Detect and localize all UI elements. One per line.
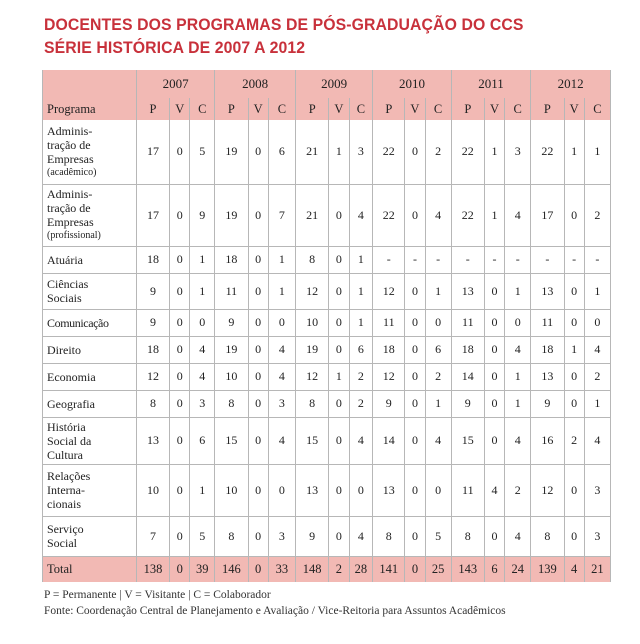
year-header: 2012	[531, 70, 611, 98]
value-cell: 4	[190, 336, 215, 363]
value-cell: 1	[190, 273, 215, 309]
value-cell: 1	[190, 464, 215, 516]
value-cell: 0	[170, 120, 190, 184]
value-cell: 18	[215, 246, 248, 273]
program-name-line: Empresas	[47, 215, 94, 229]
value-cell: 14	[451, 363, 484, 390]
program-name-line: Geografia	[47, 396, 95, 411]
value-cell: 0	[170, 464, 190, 516]
category-header: P	[136, 98, 169, 120]
table-row	[43, 390, 611, 417]
value-cell: 2	[349, 363, 373, 390]
value-cell: 18	[373, 336, 405, 363]
value-cell: 0	[405, 417, 425, 464]
value-cell: 0	[170, 390, 190, 417]
value-cell: 15	[215, 417, 248, 464]
total-cell: 2	[329, 556, 349, 582]
value-cell: 4	[584, 336, 610, 363]
total-cell: 143	[451, 556, 484, 582]
program-header: Programa	[43, 98, 137, 120]
value-cell: 22	[451, 184, 484, 246]
corner-cell	[43, 70, 137, 98]
value-cell: 8	[296, 246, 329, 273]
value-cell: 1	[329, 363, 349, 390]
program-name	[43, 417, 137, 464]
category-header: C	[190, 98, 215, 120]
value-cell: 4	[425, 184, 451, 246]
program-name-line: Social	[47, 536, 77, 550]
total-cell: 25	[425, 556, 451, 582]
title-line-1: DOCENTES DOS PROGRAMAS DE PÓS-GRADUAÇÃO DO CCS	[44, 15, 524, 34]
category-header: C	[505, 98, 531, 120]
value-cell: 0	[484, 336, 504, 363]
table-row	[43, 309, 611, 336]
value-cell: 11	[215, 273, 248, 309]
value-cell: 0	[248, 417, 268, 464]
value-cell: 4	[584, 417, 610, 464]
value-cell: 1	[584, 273, 610, 309]
value-cell: 0	[405, 464, 425, 516]
value-cell: 0	[484, 390, 504, 417]
value-cell: 1	[484, 120, 504, 184]
program-name-line: Adminis-	[47, 123, 93, 138]
value-cell: 4	[268, 336, 295, 363]
value-cell: 12	[373, 273, 405, 309]
value-cell: 6	[190, 417, 215, 464]
value-cell: 0	[248, 246, 268, 273]
program-name-line: Adminis-	[47, 187, 93, 201]
value-cell: 0	[170, 363, 190, 390]
value-cell: 0	[425, 309, 451, 336]
value-cell: 17	[136, 120, 169, 184]
value-cell: 19	[215, 120, 248, 184]
program-name-line: Serviço	[47, 522, 84, 536]
category-header: C	[584, 98, 610, 120]
category-header: V	[484, 98, 504, 120]
program-name-line: Interna-	[47, 483, 85, 497]
value-cell: -	[564, 246, 584, 273]
year-header: 2008	[215, 70, 296, 98]
page-title	[44, 13, 524, 59]
value-cell: 9	[215, 309, 248, 336]
value-cell: 0	[564, 516, 584, 556]
value-cell: 13	[296, 464, 329, 516]
value-cell: 4	[349, 516, 373, 556]
value-cell: 0	[405, 516, 425, 556]
value-cell: 0	[268, 309, 295, 336]
value-cell: 2	[425, 363, 451, 390]
value-cell: 1	[349, 309, 373, 336]
value-cell: 0	[484, 516, 504, 556]
program-name-line: Empresas	[47, 151, 94, 166]
program-name-line: Comunicação	[47, 315, 109, 330]
value-cell: 1	[268, 246, 295, 273]
value-cell: 10	[215, 363, 248, 390]
category-header: P	[531, 98, 564, 120]
value-cell: 8	[451, 516, 484, 556]
value-cell: 0	[248, 309, 268, 336]
value-cell: 5	[190, 120, 215, 184]
year-header: 2007	[136, 70, 214, 98]
value-cell: 0	[564, 363, 584, 390]
value-cell: 18	[531, 336, 564, 363]
value-cell: 0	[170, 417, 190, 464]
value-cell: 10	[136, 464, 169, 516]
category-header: V	[564, 98, 584, 120]
value-cell: 0	[329, 184, 349, 246]
value-cell: 4	[268, 363, 295, 390]
value-cell: 0	[349, 464, 373, 516]
program-name	[43, 464, 137, 516]
value-cell: 1	[564, 120, 584, 184]
value-cell: 18	[136, 336, 169, 363]
program-note: (profissional)	[47, 230, 101, 241]
value-cell: 12	[296, 363, 329, 390]
value-cell: 0	[484, 309, 504, 336]
value-cell: 0	[268, 464, 295, 516]
total-cell: 28	[349, 556, 373, 582]
program-name-line: Direito	[47, 342, 81, 357]
category-header: V	[248, 98, 268, 120]
value-cell: 22	[451, 120, 484, 184]
value-cell: 4	[349, 184, 373, 246]
program-note: (acadêmico)	[47, 166, 97, 178]
value-cell: 0	[248, 363, 268, 390]
value-cell: 7	[268, 184, 295, 246]
value-cell: 1	[505, 390, 531, 417]
value-cell: 0	[248, 336, 268, 363]
value-cell: 10	[296, 309, 329, 336]
value-cell: 2	[564, 417, 584, 464]
table-row	[43, 417, 611, 464]
value-cell: 7	[136, 516, 169, 556]
value-cell: 19	[296, 336, 329, 363]
value-cell: 2	[349, 390, 373, 417]
value-cell: 11	[451, 309, 484, 336]
value-cell: 0	[329, 417, 349, 464]
value-cell: 0	[329, 516, 349, 556]
value-cell: 0	[405, 184, 425, 246]
program-name-line: cionais	[47, 497, 81, 511]
value-cell: 0	[505, 309, 531, 336]
value-cell: 0	[484, 417, 504, 464]
value-cell: 3	[584, 464, 610, 516]
value-cell: 13	[531, 363, 564, 390]
category-header: V	[170, 98, 190, 120]
total-cell: 6	[484, 556, 504, 582]
value-cell: 0	[425, 464, 451, 516]
footer	[44, 587, 506, 619]
value-cell: 22	[531, 120, 564, 184]
value-cell: 19	[215, 184, 248, 246]
value-cell: 8	[296, 390, 329, 417]
table-row	[43, 120, 611, 184]
value-cell: 6	[349, 336, 373, 363]
value-cell: 8	[215, 516, 248, 556]
total-cell: 138	[136, 556, 169, 582]
total-cell: 141	[373, 556, 405, 582]
value-cell: 1	[564, 336, 584, 363]
total-cell: 33	[268, 556, 295, 582]
value-cell: 8	[136, 390, 169, 417]
value-cell: 5	[425, 516, 451, 556]
year-header: 2010	[373, 70, 451, 98]
category-header: V	[405, 98, 425, 120]
total-cell: 24	[505, 556, 531, 582]
value-cell: 3	[190, 390, 215, 417]
program-name	[43, 120, 137, 184]
value-cell: 2	[425, 120, 451, 184]
value-cell: 0	[329, 464, 349, 516]
value-cell: -	[484, 246, 504, 273]
program-name-line: Economia	[47, 369, 96, 384]
category-header: P	[296, 98, 329, 120]
value-cell: 1	[349, 246, 373, 273]
program-name-line: Sociais	[47, 291, 82, 305]
program-name-line: tração de	[47, 201, 91, 215]
table-row	[43, 363, 611, 390]
value-cell: 3	[584, 516, 610, 556]
faculty-table	[42, 70, 611, 582]
value-cell: 0	[329, 246, 349, 273]
source-note: Fonte: Coordenação Central de Planejamento e Avaliação / Vice-Reitoria para Assuntos Acadêmicos	[44, 605, 506, 617]
value-cell: 0	[405, 363, 425, 390]
program-name-line: Relações	[47, 469, 91, 483]
program-name-line: tração de	[47, 137, 91, 152]
value-cell: -	[451, 246, 484, 273]
value-cell: 3	[505, 120, 531, 184]
value-cell: -	[505, 246, 531, 273]
value-cell: 14	[373, 417, 405, 464]
value-cell: 0	[405, 390, 425, 417]
value-cell: 1	[584, 390, 610, 417]
value-cell: 4	[505, 336, 531, 363]
table-row	[43, 246, 611, 273]
value-cell: 0	[190, 309, 215, 336]
value-cell: 0	[248, 120, 268, 184]
value-cell: 0	[170, 516, 190, 556]
total-cell: 139	[531, 556, 564, 582]
value-cell: 3	[349, 120, 373, 184]
program-name	[43, 309, 137, 336]
value-cell: 0	[564, 309, 584, 336]
value-cell: 5	[190, 516, 215, 556]
value-cell: 8	[215, 390, 248, 417]
value-cell: 1	[349, 273, 373, 309]
value-cell: 0	[248, 464, 268, 516]
value-cell: 13	[136, 417, 169, 464]
table-row	[43, 464, 611, 516]
value-cell: 1	[425, 273, 451, 309]
value-cell: 4	[505, 516, 531, 556]
value-cell: 4	[349, 417, 373, 464]
value-cell: 1	[505, 363, 531, 390]
total-cell: 0	[405, 556, 425, 582]
total-cell: 0	[248, 556, 268, 582]
category-header: V	[329, 98, 349, 120]
sub-header-row	[43, 98, 611, 120]
value-cell: 0	[484, 363, 504, 390]
value-cell: 12	[373, 363, 405, 390]
value-cell: 1	[425, 390, 451, 417]
value-cell: 16	[531, 417, 564, 464]
value-cell: 4	[268, 417, 295, 464]
value-cell: 0	[405, 120, 425, 184]
value-cell: 0	[329, 336, 349, 363]
value-cell: 0	[329, 273, 349, 309]
value-cell: 19	[215, 336, 248, 363]
value-cell: 13	[451, 273, 484, 309]
value-cell: 11	[531, 309, 564, 336]
value-cell: 9	[373, 390, 405, 417]
program-name	[43, 390, 137, 417]
value-cell: 0	[405, 309, 425, 336]
value-cell: 2	[505, 464, 531, 516]
value-cell: 6	[268, 120, 295, 184]
value-cell: 1	[584, 120, 610, 184]
total-cell: 39	[190, 556, 215, 582]
value-cell: 8	[531, 516, 564, 556]
program-name	[43, 184, 137, 246]
value-cell: 6	[425, 336, 451, 363]
value-cell: 0	[564, 273, 584, 309]
value-cell: 9	[136, 273, 169, 309]
value-cell: 9	[451, 390, 484, 417]
category-header: P	[451, 98, 484, 120]
year-header: 2009	[296, 70, 373, 98]
program-name	[43, 273, 137, 309]
value-cell: 0	[248, 273, 268, 309]
value-cell: 0	[564, 390, 584, 417]
table-row	[43, 273, 611, 309]
program-name-line: Ciências	[47, 277, 89, 291]
value-cell: 12	[531, 464, 564, 516]
value-cell: 0	[170, 184, 190, 246]
value-cell: -	[405, 246, 425, 273]
program-name-line: Atuária	[47, 252, 83, 267]
value-cell: 13	[531, 273, 564, 309]
category-header: P	[373, 98, 405, 120]
value-cell: 11	[373, 309, 405, 336]
program-name	[43, 363, 137, 390]
value-cell: 4	[484, 464, 504, 516]
program-name	[43, 516, 137, 556]
value-cell: 12	[296, 273, 329, 309]
value-cell: 15	[451, 417, 484, 464]
program-name	[43, 246, 137, 273]
table-row	[43, 516, 611, 556]
value-cell: 1	[484, 184, 504, 246]
total-cell: 4	[564, 556, 584, 582]
value-cell: 0	[564, 464, 584, 516]
table-row	[43, 336, 611, 363]
program-name	[43, 336, 137, 363]
program-name-line: Cultura	[47, 447, 83, 462]
value-cell: 4	[505, 184, 531, 246]
value-cell: 17	[136, 184, 169, 246]
value-cell: 9	[296, 516, 329, 556]
value-cell: 1	[505, 273, 531, 309]
program-name-line: História	[47, 419, 86, 434]
value-cell: 18	[136, 246, 169, 273]
value-cell: 21	[296, 120, 329, 184]
total-cell: 146	[215, 556, 248, 582]
total-cell: 0	[170, 556, 190, 582]
title-line-2: SÉRIE HISTÓRICA DE 2007 A 2012	[44, 38, 306, 57]
value-cell: 3	[268, 516, 295, 556]
value-cell: 17	[531, 184, 564, 246]
value-cell: 10	[215, 464, 248, 516]
value-cell: 0	[405, 273, 425, 309]
legend-note: P = Permanente | V = Visitante | C = Colaborador	[44, 589, 271, 601]
value-cell: 0	[329, 309, 349, 336]
value-cell: 21	[296, 184, 329, 246]
value-cell: 1	[190, 246, 215, 273]
total-row	[43, 556, 611, 582]
total-label: Total	[43, 556, 137, 582]
value-cell: 9	[136, 309, 169, 336]
value-cell: 0	[484, 273, 504, 309]
category-header: C	[349, 98, 373, 120]
value-cell: 0	[405, 336, 425, 363]
value-cell: 13	[373, 464, 405, 516]
value-cell: 22	[373, 120, 405, 184]
value-cell: 4	[505, 417, 531, 464]
value-cell: -	[584, 246, 610, 273]
value-cell: 0	[170, 273, 190, 309]
value-cell: 1	[329, 120, 349, 184]
total-cell: 148	[296, 556, 329, 582]
value-cell: 18	[451, 336, 484, 363]
value-cell: 4	[425, 417, 451, 464]
value-cell: 2	[584, 184, 610, 246]
value-cell: 3	[268, 390, 295, 417]
year-header: 2011	[451, 70, 531, 98]
value-cell: -	[425, 246, 451, 273]
value-cell: 4	[190, 363, 215, 390]
value-cell: 0	[564, 184, 584, 246]
value-cell: -	[531, 246, 564, 273]
value-cell: 0	[170, 336, 190, 363]
value-cell: 0	[248, 516, 268, 556]
category-header: P	[215, 98, 248, 120]
value-cell: 15	[296, 417, 329, 464]
value-cell: 9	[190, 184, 215, 246]
year-header-row	[43, 70, 611, 98]
value-cell: 9	[531, 390, 564, 417]
value-cell: 22	[373, 184, 405, 246]
total-cell: 21	[584, 556, 610, 582]
value-cell: 8	[373, 516, 405, 556]
value-cell: 0	[248, 184, 268, 246]
value-cell: -	[373, 246, 405, 273]
category-header: C	[425, 98, 451, 120]
value-cell: 0	[170, 246, 190, 273]
value-cell: 0	[329, 390, 349, 417]
value-cell: 0	[584, 309, 610, 336]
value-cell: 0	[248, 390, 268, 417]
value-cell: 11	[451, 464, 484, 516]
table-row	[43, 184, 611, 246]
value-cell: 0	[170, 309, 190, 336]
value-cell: 1	[268, 273, 295, 309]
category-header: C	[268, 98, 295, 120]
program-name-line: Social da	[47, 433, 92, 448]
value-cell: 12	[136, 363, 169, 390]
value-cell: 2	[584, 363, 610, 390]
